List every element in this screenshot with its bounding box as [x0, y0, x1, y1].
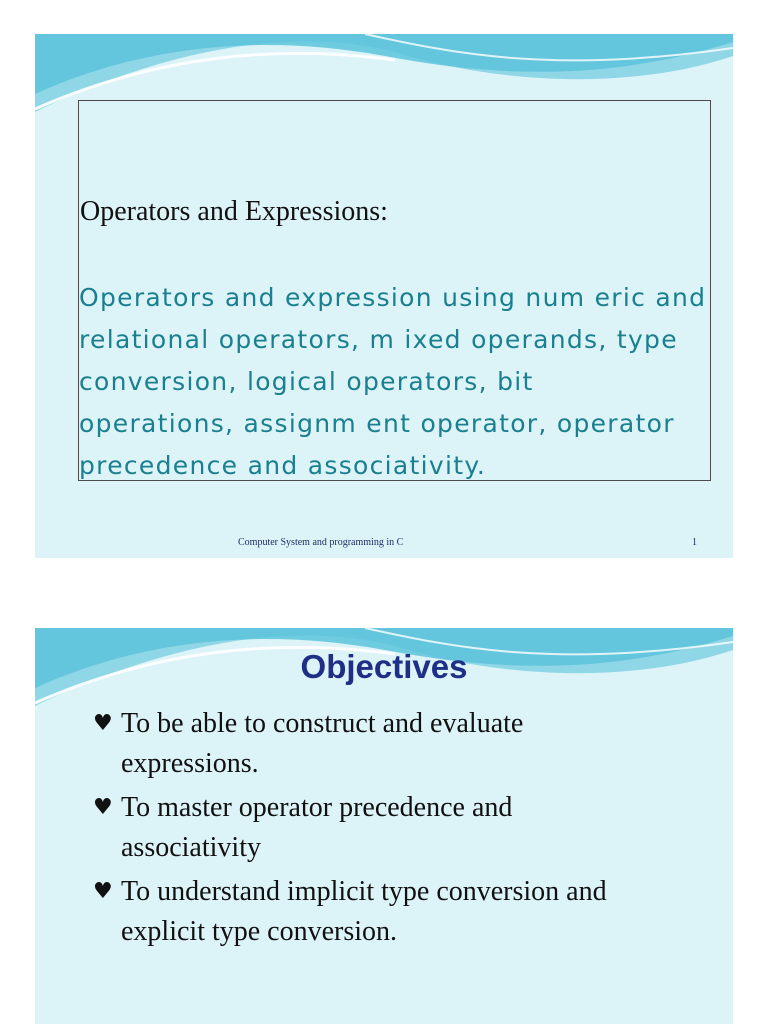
description-line: conversion, logical operators, bit — [79, 367, 534, 396]
slide-footer: Computer System and programming in C — [238, 537, 404, 548]
objectives-title: Objectives — [300, 648, 468, 685]
bullet-line: associativity — [121, 832, 261, 863]
description-line: relational operators, m ixed operands, type — [79, 325, 678, 354]
bullet-line: To be able to construct and evaluate — [121, 708, 524, 739]
list-item — [93, 788, 713, 868]
bullet-line: To master operator precedence and — [121, 792, 513, 823]
bullet-line: explicit type conversion. — [121, 916, 398, 947]
slide-description — [79, 277, 719, 487]
heart-icon: ♥ — [93, 711, 113, 736]
description-line: operations, assignm ent operator, operator — [79, 409, 675, 438]
heart-icon: ♥ — [93, 795, 113, 820]
page-number: 1 — [692, 537, 697, 548]
bullet-line: expressions. — [121, 748, 259, 779]
bullet-line: To understand implicit type conversion and — [121, 876, 607, 907]
objectives-list — [93, 704, 713, 956]
description-line: precedence and associativity. — [79, 451, 487, 480]
title-box — [78, 100, 711, 481]
slide-1 — [35, 34, 733, 558]
description-line: Operators and expression using num eric and — [79, 283, 707, 312]
slide-2 — [35, 628, 733, 1024]
list-item — [93, 872, 713, 952]
heart-icon: ♥ — [93, 879, 113, 904]
list-item — [93, 704, 713, 784]
slide-heading: Operators and Expressions: — [80, 196, 388, 227]
